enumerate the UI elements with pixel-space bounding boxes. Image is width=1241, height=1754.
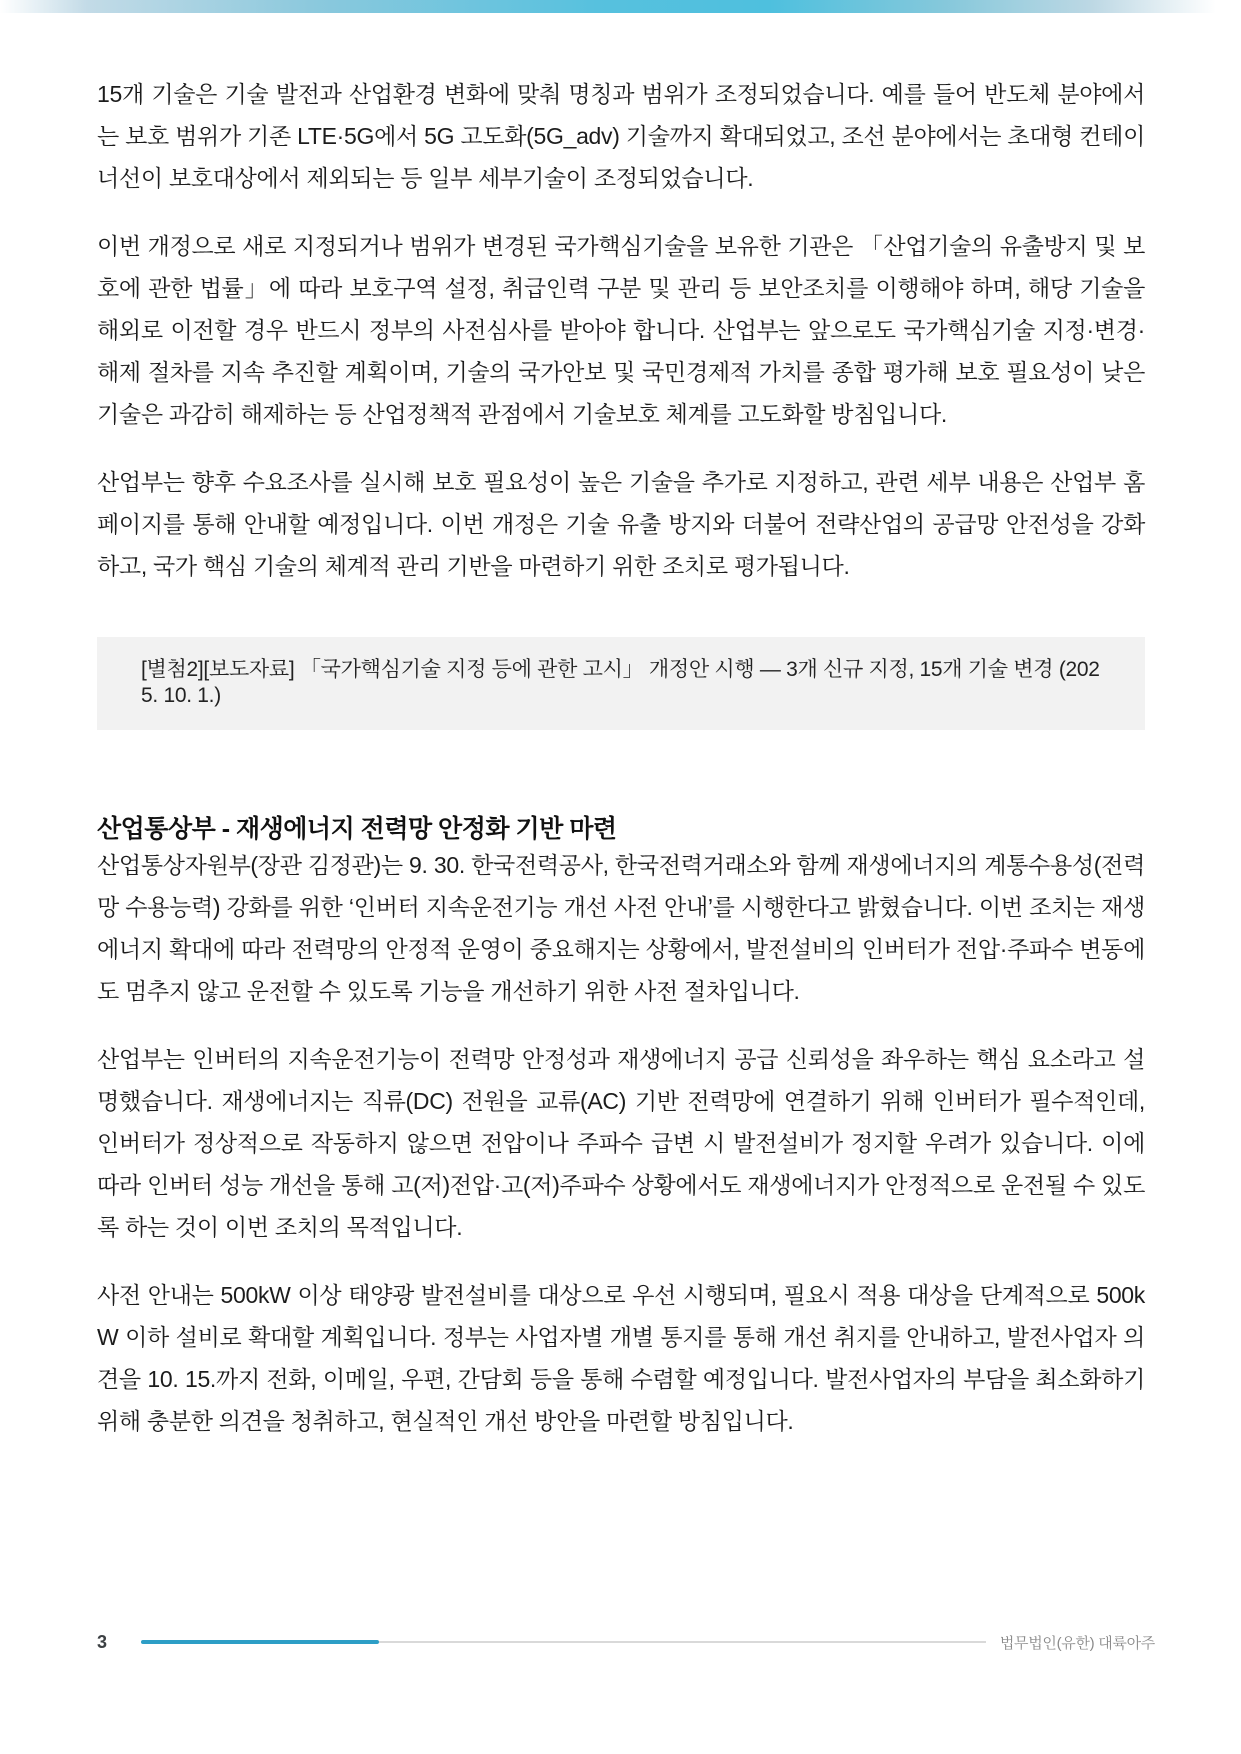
body-paragraph: 15개 기술은 기술 발전과 산업환경 변화에 맞춰 명칭과 범위가 조정되었습니다. 예를 들어 반도체 분야에서는 보호 범위가 기존 LTE·5G에서 5G 고도화(5G_adv) 기술까지 확대되었고, 조선 분야에서는 초대형 컨테이너선이 보호대상에서 제외되는 등 일부 세부기술이 조정되었습니다. (97, 81, 1145, 191)
footer-brand: 법무법인(유한) 대륙아주 (999, 1634, 1155, 1652)
attachment-reference-text: [별첨2][보도자료] 「국가핵심기술 지정 등에 관한 고시」 개정안 시행 — 3개 신규 지정, 15개 기술 변경 (2025. 10. 1.) (141, 658, 1100, 707)
body-paragraph: 산업통상자원부(장관 김정관)는 9. 30. 한국전력공사, 한국전력거래소와 함께 재생에너지의 계통수용성(전력망 수용능력) 강화를 위한 ‘인버터 지속운전기능 개선 사전 안내’를 시행한다고 밝혔습니다. 이번 조치는 재생에너지 확대에 따라 전력망의 안정적 운영이 중요해지는 상황에서, 발전설비의 인버터가 전압·주파수 변동에도 멈추지 않고 운전할 수 있도록 기능을 개선하기 위한 사전 절차입니다. (97, 852, 1145, 1004)
page-footer (97, 1630, 1155, 1654)
body-paragraph: 산업부는 향후 수요조사를 실시해 보호 필요성이 높은 기술을 추가로 지정하고, 관련 세부 내용은 산업부 홈페이지를 통해 안내할 예정입니다. 이번 개정은 기술 유출 방지와 더불어 전략산업의 공급망 안전성을 강화하고, 국가 핵심 기술의 체계적 관리 기반을 마련하기 위한 조치로 평가됩니다. (97, 469, 1145, 579)
page-number: 3 (97, 1632, 108, 1652)
section-tech-designation (97, 73, 1145, 730)
section-renewable-grid (97, 814, 1145, 1442)
footer-rule-gray-segment (379, 1641, 986, 1643)
body-paragraph: 산업부는 인버터의 지속운전기능이 전력망 안정성과 재생에너지 공급 신뢰성을 좌우하는 핵심 요소라고 설명했습니다. 재생에너지는 직류(DC) 전원을 교류(AC) 기반 전력망에 연결하기 위해 인버터가 필수적인데, 인버터가 정상적으로 작동하지 않으면 전압이나 주파수 급변 시 발전설비가 정지할 우려가 있습니다. 이에 따라 인버터 성능 개선을 통해 고(저)전압·고(저)주파수 상황에서도 재생에너지가 안정적으로 운전될 수 있도록 하는 것이 이번 조치의 목적입니다. (97, 1046, 1145, 1240)
attachment-reference-box (97, 637, 1145, 730)
page-content (97, 13, 1145, 1468)
body-paragraph: 이번 개정으로 새로 지정되거나 범위가 변경된 국가핵심기술을 보유한 기관은 「산업기술의 유출방지 및 보호에 관한 법률」에 따라 보호구역 설정, 취급인력 구분 및 관리 등 보안조치를 이행해야 하며, 해당 기술을 해외로 이전할 경우 반드시 정부의 사전심사를 받아야 합니다. 산업부는 앞으로도 국가핵심기술 지정·변경·해제 절차를 지속 추진할 계획이며, 기술의 국가안보 및 국민경제적 가치를 종합 평가해 보호 필요성이 낮은 기술은 과감히 해제하는 등 산업정책적 관점에서 기술보호 체계를 고도화할 방침입니다. (97, 233, 1145, 427)
top-accent-gradient-bar (0, 0, 1241, 13)
body-paragraph: 사전 안내는 500kW 이상 태양광 발전설비를 대상으로 우선 시행되며, 필요시 적용 대상을 단계적으로 500kW 이하 설비로 확대할 계획입니다. 정부는 사업자별 개별 통지를 통해 개선 취지를 안내하고, 발전사업자 의견을 10. 15.까지 전화, 이메일, 우편, 간담회 등을 통해 수렴할 예정입니다. 발전사업자의 부담을 최소화하기 위해 충분한 의견을 청취하고, 현실적인 개선 방안을 마련할 방침입니다. (97, 1282, 1145, 1434)
section-heading: 산업통상부 - 재생에너지 전력망 안정화 기반 마련 (97, 815, 617, 843)
footer-divider-rule (141, 1640, 986, 1644)
footer-rule-blue-segment (141, 1640, 379, 1644)
